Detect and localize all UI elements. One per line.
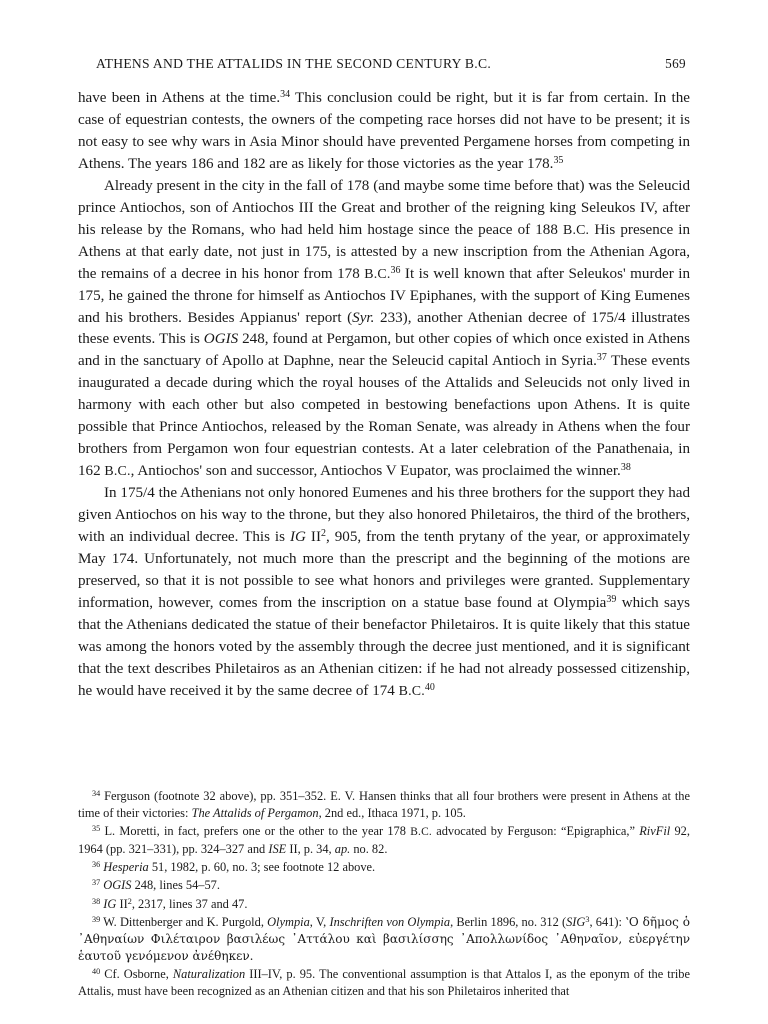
page-header <box>96 56 686 72</box>
body-paragraph: In 175/4 the Athenians not only honored Eumenes and his three brothers for the support they had given Antiochos on his way to the throne, but they also honored Philetairos, the third of the brothers, with an individual decree. This is IG $II^2$, 905, from the tenth prytany of the year, or approximately May 174. Unfortunately, not much more than the prescript and the beginning of the motions are preserved, so that it is not possible to see what honors and privileges were granted. Supplementary information, however, comes from the inscription on a statue base found at Olympia$^{39}$ which says that the Athenians dedicated the statue of their benefactor Philetairos. It is quite likely that this statue was among the honors voted by the assembly through the decree just mentioned, and it is significant that the text describes Philetairos as an Athenian citizen: if he had not already possessed citizenship, he would have received it by the same decree of 174 B.C.$^{40}$ <box>78 485 691 699</box>
running-title: ATHENS AND THE ATTALIDS IN THE SECOND CENTURY B.C. <box>96 56 492 71</box>
body-paragraph: Already present in the city in the fall of 178 (and maybe some time before that) was the Seleucid prince Antiochos, son of Antiochos III the Great and brother of the reigning king Seleukos IV, after his release by the Romans, who had held him hostage since the peace of 188 B.C. His presence in Athens at that early date, not just in 175, is attested by a new inscription from the Athenian Agora, the remains of a decree in his honor from 178 B.C.$^{36}$ It is well known that after Seleukos' murder in 175, he gained the throne for himself as Antiochos IV Epiphanes, with the support of King Eumenes and his brothers. Besides Appianus' report (Syr. 233), another Athenian decree of 175/4 illustrates these events. This is OGIS 248, found at Pergamon, but other copies of which once existed in Athens and in the sanctuary of Apollo at Daphne, near the Seleucid capital Antioch in Syria.$^{37}$ These events inaugurated a decade during which the royal houses of the Attalids and Seleucids not only lived in harmony with each other but also competed in bestowing benefactions upon Athens. It is quite possible that Prince Antiochos, released by the Roman Senate, was already in Athens when the four brothers from Pergamon won four equestrian contests. At a later celebration of the Panathenaia, in 162 B.C., Antiochos' son and successor, Antiochos V Eupator, was proclaimed the winner.$^{38}$ <box>78 177 691 480</box>
footnote: $^{36}$ Hesperia 51, 1982, p. 60, no. 3; see footnote 12 above. <box>92 859 376 875</box>
footnote: $^{40}$ Cf. Osborne, Naturalization III–IV, p. 95. The conventional assumption is that Attalos I, as the eponym of the tribe Attalis, must have been recognized as an Athenian citizen and that his son Philetairos inherited that <box>78 966 690 999</box>
footnote: $^{39}$ W. Dittenberger and K. Purgold, Olympia, V, Inschriften von Olympia, Berlin 1896, no. 312 (SIG$^3$, 641): ʽΟ δῆμος ὁ ᾽Αθηναίων Φιλέταιρον βασιλέως ᾽Αττάλου καὶ βασιλίσσης ᾽Απολλωνίδος ᾽Αθηναῖον, εὐεργέτην ἑαυτοῦ γενόμενον ἀνέθηκεν. <box>78 914 690 963</box>
footnote: $^{34}$ Ferguson (footnote 32 above), pp. 351–352. E. V. Hansen thinks that all four brothers were present in Athens at the time of their victories: The Attalids of Pergamon, 2nd ed., Ithaca 1971, p. 105. <box>78 788 690 820</box>
footnotes <box>78 788 690 1001</box>
footnote: $^{35}$ L. Moretti, in fact, prefers one or the other to the year 178 B.C. advocated by Ferguson: “Epigraphica,” RivFil 92, 1964 (pp. 321–331), pp. 324–327 and ISE II, p. 34, ap. no. 82. <box>78 823 690 856</box>
footnote: $^{37}$ OGIS 248, lines 54–57. <box>92 878 220 893</box>
body-paragraph: have been in Athens at the time.$^{34}$ This conclusion could be right, but it is far from certain. In the case of equestrian contests, the owners of the competing race horses did not have to be present; it is not easy to see why wars in Asia Minor should have prevented Pergamene horses from competing in Athens. The years 186 and 182 are as likely for those victories as the year 178.35 <box>78 88 690 172</box>
page-number: 569 <box>665 56 686 71</box>
footnote: $^{38}$ IG $II^2$, 2317, lines 37 and 47. <box>92 896 248 911</box>
body-text <box>78 88 690 703</box>
